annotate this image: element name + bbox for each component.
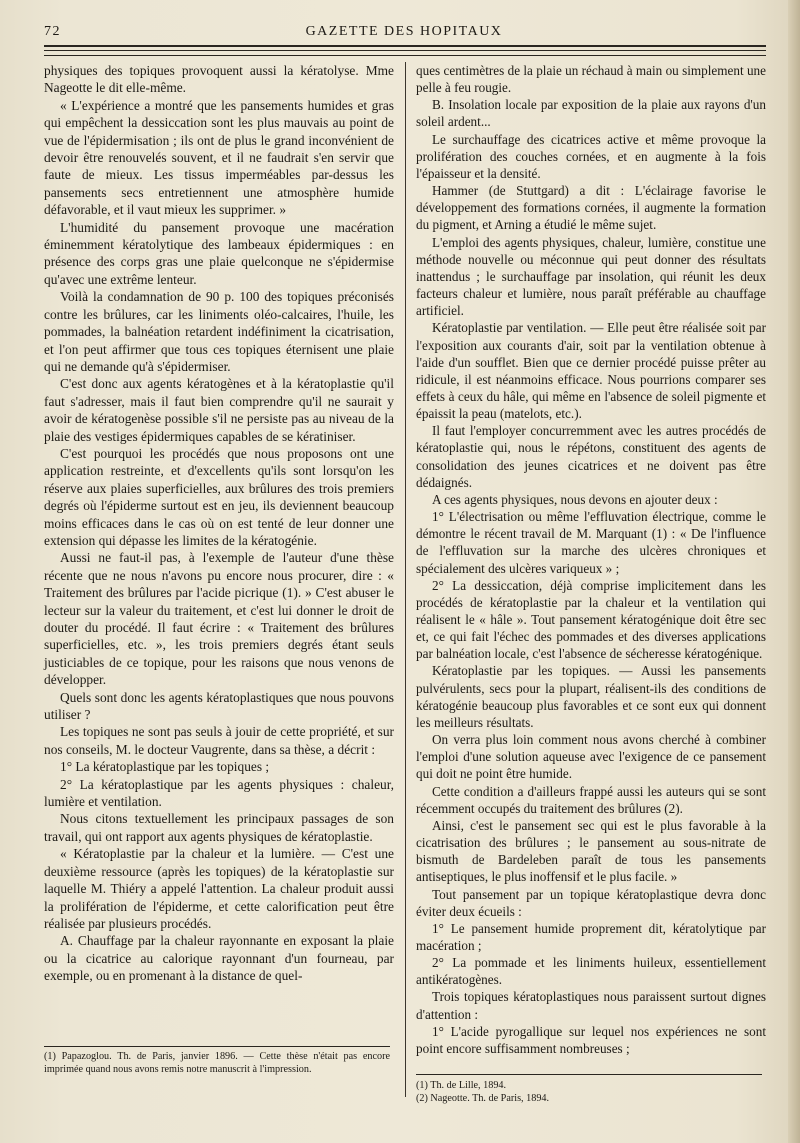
paragraph: Kératoplastie par ventilation. — Elle peut être réalisée soit par l'exposition aux courants d'air, soit par la ventilation obtenue à l'aide d'un soufflet. Bien que ce dernier procédé puisse prêter au ridicule, il est néanmoins efficace. Nous pourrions comparer ses effets à ceux du hâle, qui même en l'absence de soleil pigmente et épaissit la peau (matelots, etc.).: [416, 320, 766, 422]
list-item: 2° La pommade et les liniments huileux, essentiellement antikératogènes.: [416, 955, 766, 988]
list-item: 1° L'acide pyrogallique sur lequel nos expériences ne sont point encore suffisamment nombreuses ;: [416, 1023, 766, 1056]
footnote: (1) Papazoglou. Th. de Paris, janvier 1896. — Cette thèse n'était pas encore imprimée quand nous avons remis notre manuscrit à l'impression.: [44, 1051, 390, 1075]
paragraph: « Kératoplastie par la chaleur et la lumière. — C'est une deuxième ressource (après les topiques) de la kératoplastie sur laquelle M. Thiéry a appelé l'attention. La chaleur produit aussi la prolifération de l'épiderme, et cette calorification peut être réalisée par plusieurs procédés.: [44, 846, 394, 931]
paragraph: Kératoplastie par les topiques. — Aussi les pansements pulvérulents, secs pour la plupart, réalisent-ils des conditions de kératogénie beaucoup plus favorables et ce sont eux qui donnent les meilleurs résultats.: [416, 663, 766, 730]
page-spine-shadow: [788, 0, 800, 1143]
paragraph: On verra plus loin comment nous avons cherché à combiner l'emploi d'une solution aqueuse avec l'exigence de ce pansement qui doit ne point être humide.: [416, 732, 766, 782]
list-item: 1° L'électrisation ou même l'effluvation électrique, comme le démontre le récent travail de M. Marquant (1) : « De l'influence de l'effluvation sur la marche des ulcères chroniques et spécialement des ulcères variqueux » ;: [416, 509, 766, 576]
footnote: (1) Th. de Lille, 1894.: [416, 1080, 507, 1091]
right-footnotes: [416, 1079, 762, 1105]
paragraph: L'emploi des agents physiques, chaleur, lumière, constitue une méthode nouvelle ou méconnue qui peut donner des résultats inattendus ; le surchauffage par insolation, qui réunit les deux facteurs chaleur et lumière, nous paraît préférable au chauffage artificiel.: [416, 234, 766, 319]
paragraph: C'est donc aux agents kératogènes et à la kératoplastie qu'il faut s'adresser, mais il faut bien comprendre qu'il ne saurait y avoir de kératogenèse possible s'il ne persiste pas au niveau de la plaie des vestiges épidermiques capables de se kératiniser.: [44, 376, 394, 444]
paragraph: Nous citons textuellement les principaux passages de son travail, qui ont rapport aux agents physiques de kératoplastie.: [44, 811, 394, 844]
list-item: 2° La kératoplastique par les agents physiques : chaleur, lumière et ventilation.: [44, 776, 394, 810]
paragraph: « L'expérience a montré que les pansements humides et gras qui empêchent la dessiccation sont les plus mauvais au point de vue de l'épidermisation ; ils ont de plus le grand inconvénient de devoir être renouvelés souvent, et il ne faudrait s'en servir que faute de mieux. Les tissus imperméables par-dessus les pansements secs entretiennent une atmosphère humide défavorable, et il vaut mieux les supprimer. »: [44, 97, 394, 218]
footnote-rule: [44, 1046, 390, 1047]
list-item: 1° La kératoplastique par les topiques ;: [60, 759, 270, 775]
paragraph: C'est pourquoi les procédés que nous proposons ont une application restreinte, et d'excellents qu'ils sont lorsqu'on les réserve aux plaies superficielles, aux brûlures des trois premiers degrés où l'épiderme surtout est en jeu, ils deviennent beaucoup moins efficaces dans le cas où on est tenté de leur donner une extension qui dépasse les limites de la kératogénie.: [44, 445, 394, 548]
paragraph: Cette condition a d'ailleurs frappé aussi les auteurs qui se sont récemment occupés du traitement des brûlures (2).: [416, 783, 766, 816]
paragraph: A ces agents physiques, nous devons en ajouter deux :: [432, 491, 718, 507]
page-header: [44, 24, 764, 42]
paragraph: Voilà la condamnation de 90 p. 100 des topiques préconisés contre les brûlures, car les liniments oléo-calcaires, l'huile, les pommades, la balnéation retardent indéfiniment la cicatrisation, et l'on peut affirmer que tous ces topiques éternisent une plaie qui ne demande qu'à s'épidermiser.: [44, 289, 394, 374]
journal-title: GAZETTE DES HOPITAUX: [305, 24, 503, 39]
paragraph: Trois topiques kératoplastiques nous paraissent surtout dignes d'attention :: [416, 989, 766, 1022]
paragraph: A. Chauffage par la chaleur rayonnante en exposant la plaie ou la cicatrice au calorique rayonnant d'un fourneau, par exemple, ou en promenant à la distance de quel-: [44, 933, 394, 984]
paragraph: Tout pansement par un topique kératoplastique devra donc éviter deux écueils :: [416, 886, 766, 919]
header-rule: [44, 50, 766, 51]
left-column: [44, 62, 394, 985]
footnote-rule: [416, 1074, 762, 1075]
paragraph: Aussi ne faut-il pas, à l'exemple de l'auteur d'une thèse récente que ne nous n'avons pu encore nous procurer, dire : « Traitement des brûlures par l'acide picrique (1). » C'est abuser le lecteur sur la valeur du traitement, et c'est lui donner le droit de douter du procédé. Il faut écrire : « Traitement des brûlures superficielles, etc. », les trois premiers degrés étant seuls justiciables de ce topique, pour les raisons que nous venons de développer.: [44, 550, 394, 688]
header-rule: [44, 45, 766, 47]
page-number: 72: [44, 24, 61, 39]
left-footnotes: [44, 1050, 390, 1076]
paragraph: L'humidité du pansement provoque une macération éminemment kératolytique des lambeaux épidermiques : en présence des corps gras une plaie quelconque ne s'épidermise qu'avec une extrême lenteur.: [44, 219, 394, 287]
list-item: 2° La dessiccation, déjà comprise implicitement dans les procédés de kératoplastie par la chaleur et la ventilation qui réalisent le « hâle ». Tout pansement kératogénique doit être sec et, ce qui fait l'échec des pommades et des diverses applications par balnéation locale, c'est l'absence de sécheresse kératogénique.: [416, 577, 766, 662]
paragraph: Les topiques ne sont pas seuls à jouir de cette propriété, et sur nos conseils, M. le docteur Vaugrente, dans sa thèse, a décrit :: [44, 724, 394, 757]
paragraph: physiques des topiques provoquent aussi la kératolyse. Mme Nageotte le dit elle-même.: [44, 63, 394, 96]
right-column: [416, 62, 766, 1057]
paragraph: ques centimètres de la plaie un réchaud à main ou simplement une pelle à feu rougie.: [416, 63, 766, 96]
list-item: 1° Le pansement humide proprement dit, kératolytique par macération ;: [416, 920, 766, 953]
header-rule: [44, 55, 766, 56]
paragraph: Le surchauffage des cicatrices active et même provoque la prolifération des couches cornées, et en augmente à la fois l'épaisseur et la densité.: [416, 131, 766, 181]
paragraph: B. Insolation locale par exposition de la plaie aux rayons d'un soleil ardent...: [416, 97, 766, 130]
paragraph: Ainsi, c'est le pansement sec qui est le plus favorable à la cicatrisation des brûlures ; le pansement au sous-nitrate de bismuth de Bardeleben paraît de tous les pansements antiseptiques, le plus inoffensif et le plus facile. »: [416, 817, 766, 885]
paragraph: Hammer (de Stuttgard) a dit : L'éclairage favorise le développement des formations cornées, il augmente la formation du pigment, et Arning a étudié le même sujet.: [416, 183, 766, 233]
column-divider: [405, 62, 406, 1097]
footnote: (2) Nageotte. Th. de Paris, 1894.: [416, 1093, 550, 1104]
paragraph: Quels sont donc les agents kératoplastiques que nous pouvons utiliser ?: [44, 689, 394, 723]
paragraph: Il faut l'employer concurremment avec les autres procédés de kératoplastie qui, nous le répétons, constituent des agents de consolidation des jeunes cicatrices et ne doivent pas être dédaignés.: [416, 423, 766, 490]
